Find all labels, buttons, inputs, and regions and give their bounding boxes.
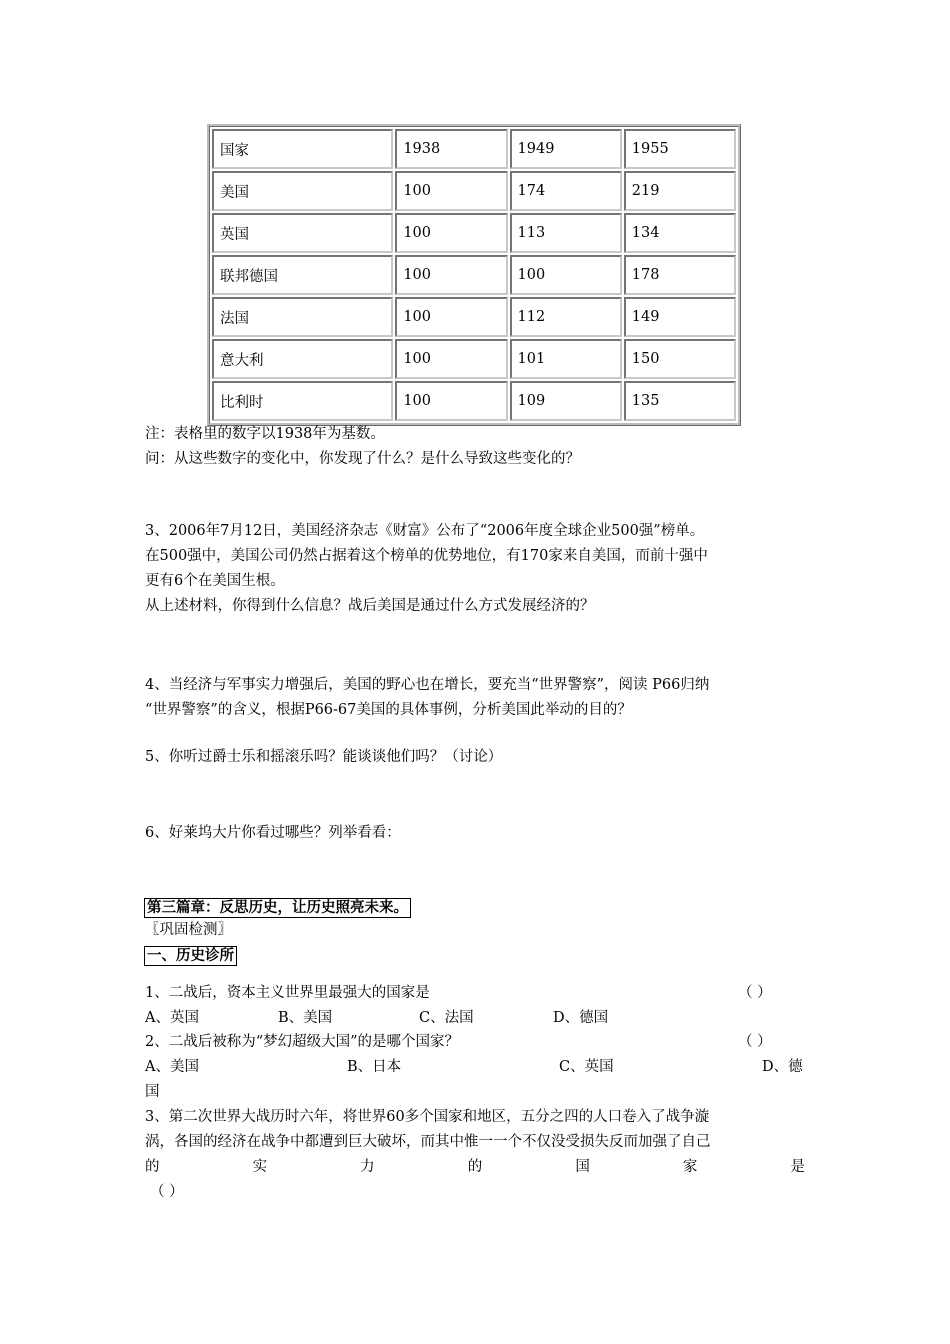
table-cell: 149 (624, 297, 736, 337)
mc2-answer-paren: （ ） (738, 1034, 772, 1050)
table-cell: 178 (624, 255, 736, 295)
mc3-line3-char: 家 (682, 1159, 698, 1175)
table-cell: 英国 (212, 213, 393, 253)
mc1-answer-paren: （ ） (738, 985, 772, 1001)
chapter-heading: 第三篇章：反思历史，让历史照亮未来。 (144, 898, 411, 918)
mc3-line3-char: 国 (575, 1159, 590, 1175)
table-row (212, 171, 736, 211)
mc2-option-b: B、日本 (347, 1059, 402, 1075)
table-cell: 国家 (212, 129, 393, 169)
table-row (212, 213, 736, 253)
mc3-line3-char: 是 (790, 1159, 805, 1175)
table-cell: 法国 (212, 297, 393, 337)
mc3-line1: 3、第二次世界大战历时六年，将世界60多个国家和地区，五分之四的人口卷入了战争漩 (145, 1109, 710, 1125)
mc1-option-d: D、德国 (553, 1010, 609, 1026)
table-cell: 219 (624, 171, 736, 211)
table-row (212, 339, 736, 379)
table-cell: 150 (624, 339, 736, 379)
table-cell: 100 (395, 171, 507, 211)
mc3-line3-char: 实 (252, 1159, 268, 1175)
table-cell: 174 (510, 171, 622, 211)
mc3-line3 (145, 1156, 805, 1178)
mc3-line2: 涡，各国的经济在战争中都遭到巨大破坏，而其中惟一一个不仅没受损失反而加强了自己 (145, 1134, 711, 1150)
table-cell: 100 (510, 255, 622, 295)
question-prompt: 问：从这些数字的变化中，你发现了什么？是什么导致这些变化的？ (145, 451, 580, 467)
q6-text: 6、好莱坞大片你看过哪些？列举看看： (145, 825, 401, 841)
q3-line4: 从上述材料，你得到什么信息？战后美国是通过什么方式发展经济的？ (145, 598, 595, 614)
q4-line2: “世界警察”的含义，根据P66-67美国的具体事例，分析美国此举动的目的？ (145, 702, 632, 718)
q5-text: 5、你听过爵士乐和摇滚乐吗？能谈谈他们吗？（讨论） (145, 749, 503, 765)
consolidation-label: 〖巩固检测〗 (145, 922, 232, 938)
table-row (212, 255, 736, 295)
mc3-answer-paren: （ ） (150, 1184, 184, 1200)
table-row (212, 297, 736, 337)
table-cell: 1949 (510, 129, 622, 169)
mc1-question: 1、二战后，资本主义世界里最强大的国家是 (145, 985, 430, 1001)
table-cell: 135 (624, 381, 736, 421)
table-cell: 100 (395, 381, 507, 421)
table-header-row (212, 129, 736, 169)
table-cell: 100 (395, 297, 507, 337)
mc1-option-a: A、英国 (145, 1010, 199, 1026)
mc1-option-c: C、法国 (419, 1010, 474, 1026)
data-table (207, 124, 741, 426)
table-cell: 113 (510, 213, 622, 253)
table-cell: 109 (510, 381, 622, 421)
table-cell: 美国 (212, 171, 393, 211)
mc2-question: 2、二战后被称为“梦幻超级大国”的是哪个国家？ (145, 1034, 460, 1050)
table-cell: 比利时 (212, 381, 393, 421)
mc2-option-a: A、美国 (145, 1059, 199, 1075)
q3-line2: 在500强中，美国公司仍然占据着这个榜单的优势地位，有170家来自美国，而前十强中 (145, 548, 708, 564)
mc2-option-c: C、英国 (559, 1059, 614, 1075)
table-row (212, 381, 736, 421)
table-cell: 联邦德国 (212, 255, 393, 295)
table-cell: 1938 (395, 129, 507, 169)
section-heading: 一、历史诊所 (144, 946, 237, 966)
q3-line3: 更有6个在美国生根。 (145, 573, 285, 589)
mc2-option-d: D、德 (762, 1059, 803, 1075)
mc1-option-b: B、美国 (278, 1010, 333, 1026)
table-cell: 100 (395, 339, 507, 379)
table-cell: 101 (510, 339, 622, 379)
q4-line1: 4、当经济与军事实力增强后，美国的野心也在增长，要充当“世界警察”，阅读 P66归纳 (145, 677, 710, 693)
table-cell: 意大利 (212, 339, 393, 379)
mc3-line3-char: 的 (467, 1159, 483, 1175)
q3-line1: 3、2006年7月12日，美国经济杂志《财富》公布了“2006年度全球企业500强”榜单。 (145, 523, 705, 539)
table-note: 注：表格里的数字以1938年为基数。 (145, 426, 385, 442)
table-cell: 134 (624, 213, 736, 253)
mc3-line3-char: 的 (145, 1159, 160, 1175)
mc3-line3-char: 力 (360, 1159, 375, 1175)
table-cell: 1955 (624, 129, 736, 169)
table-cell: 100 (395, 255, 507, 295)
mc2-option-d-wrap: 国 (145, 1084, 160, 1100)
table-cell: 112 (510, 297, 622, 337)
table-cell: 100 (395, 213, 507, 253)
